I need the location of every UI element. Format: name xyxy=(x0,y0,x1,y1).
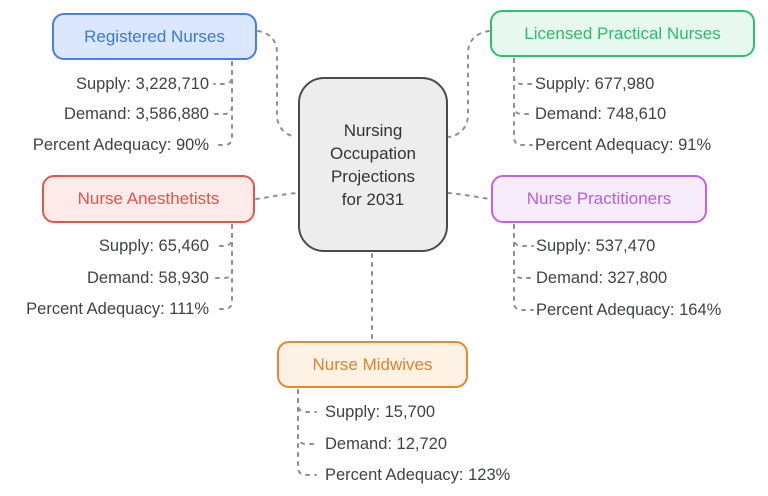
stat-supply: Supply: 677,980 xyxy=(535,75,655,93)
stat-connector xyxy=(298,390,316,475)
stat-connector xyxy=(514,59,532,145)
stat-connector xyxy=(298,390,316,412)
connector-registered-nurses xyxy=(258,31,296,137)
group-box-registered-nurses xyxy=(52,13,257,60)
center-node-line: Occupation xyxy=(330,143,416,163)
stat-supply: Supply: 65,460 xyxy=(98,237,209,255)
center-node-line: Projections xyxy=(330,166,416,186)
group-label: Nurse Practitioners xyxy=(526,189,672,208)
stat-connector xyxy=(214,225,232,309)
stat-percent-adequacy: Percent Adequacy: 90% xyxy=(32,136,209,154)
center-node-line: Nursing xyxy=(343,120,403,140)
group-box-licensed-practical-nurses xyxy=(490,10,755,57)
stat-demand: Demand: 327,800 xyxy=(536,269,668,287)
stat-connector xyxy=(214,225,232,278)
stat-percent-adequacy: Percent Adequacy: 164% xyxy=(536,301,722,319)
group-box-nurse-anesthetists xyxy=(42,175,255,223)
group-box-nurse-practitioners xyxy=(491,175,707,223)
stat-connector xyxy=(298,390,316,444)
stat-demand: Demand: 3,586,880 xyxy=(64,105,209,123)
connector-nurse-practitioners xyxy=(448,193,490,199)
stat-connector xyxy=(214,62,232,84)
group-label: Nurse Anesthetists xyxy=(77,189,220,208)
stat-connector xyxy=(514,59,532,114)
stat-connector xyxy=(514,225,533,246)
stat-percent-adequacy: Percent Adequacy: 123% xyxy=(325,466,511,484)
stat-connector xyxy=(214,62,232,145)
group-label: Licensed Practical Nurses xyxy=(524,23,721,43)
stat-demand: Demand: 12,720 xyxy=(325,435,448,453)
stat-percent-adequacy: Percent Adequacy: 111% xyxy=(26,300,209,318)
stat-demand: Demand: 748,610 xyxy=(535,105,667,123)
stat-percent-adequacy: Percent Adequacy: 91% xyxy=(535,136,712,154)
connector-nurse-anesthetists xyxy=(256,193,297,199)
center-node xyxy=(298,77,448,252)
stat-connector xyxy=(514,225,533,310)
stat-supply: Supply: 3,228,710 xyxy=(75,75,209,93)
stat-supply: Supply: 537,470 xyxy=(536,237,656,255)
stat-supply: Supply: 15,700 xyxy=(325,403,436,421)
stat-connector xyxy=(514,225,533,278)
stat-connector xyxy=(214,225,232,246)
stat-demand: Demand: 58,930 xyxy=(86,269,209,287)
center-node-line: for 2031 xyxy=(341,189,405,209)
group-label: Nurse Midwives xyxy=(312,354,433,374)
stat-connector xyxy=(214,62,232,114)
group-label: Registered Nurses xyxy=(84,26,225,46)
group-box-nurse-midwives xyxy=(277,341,468,388)
connector-licensed-practical-nurses xyxy=(449,31,489,137)
stat-connector xyxy=(514,59,532,84)
